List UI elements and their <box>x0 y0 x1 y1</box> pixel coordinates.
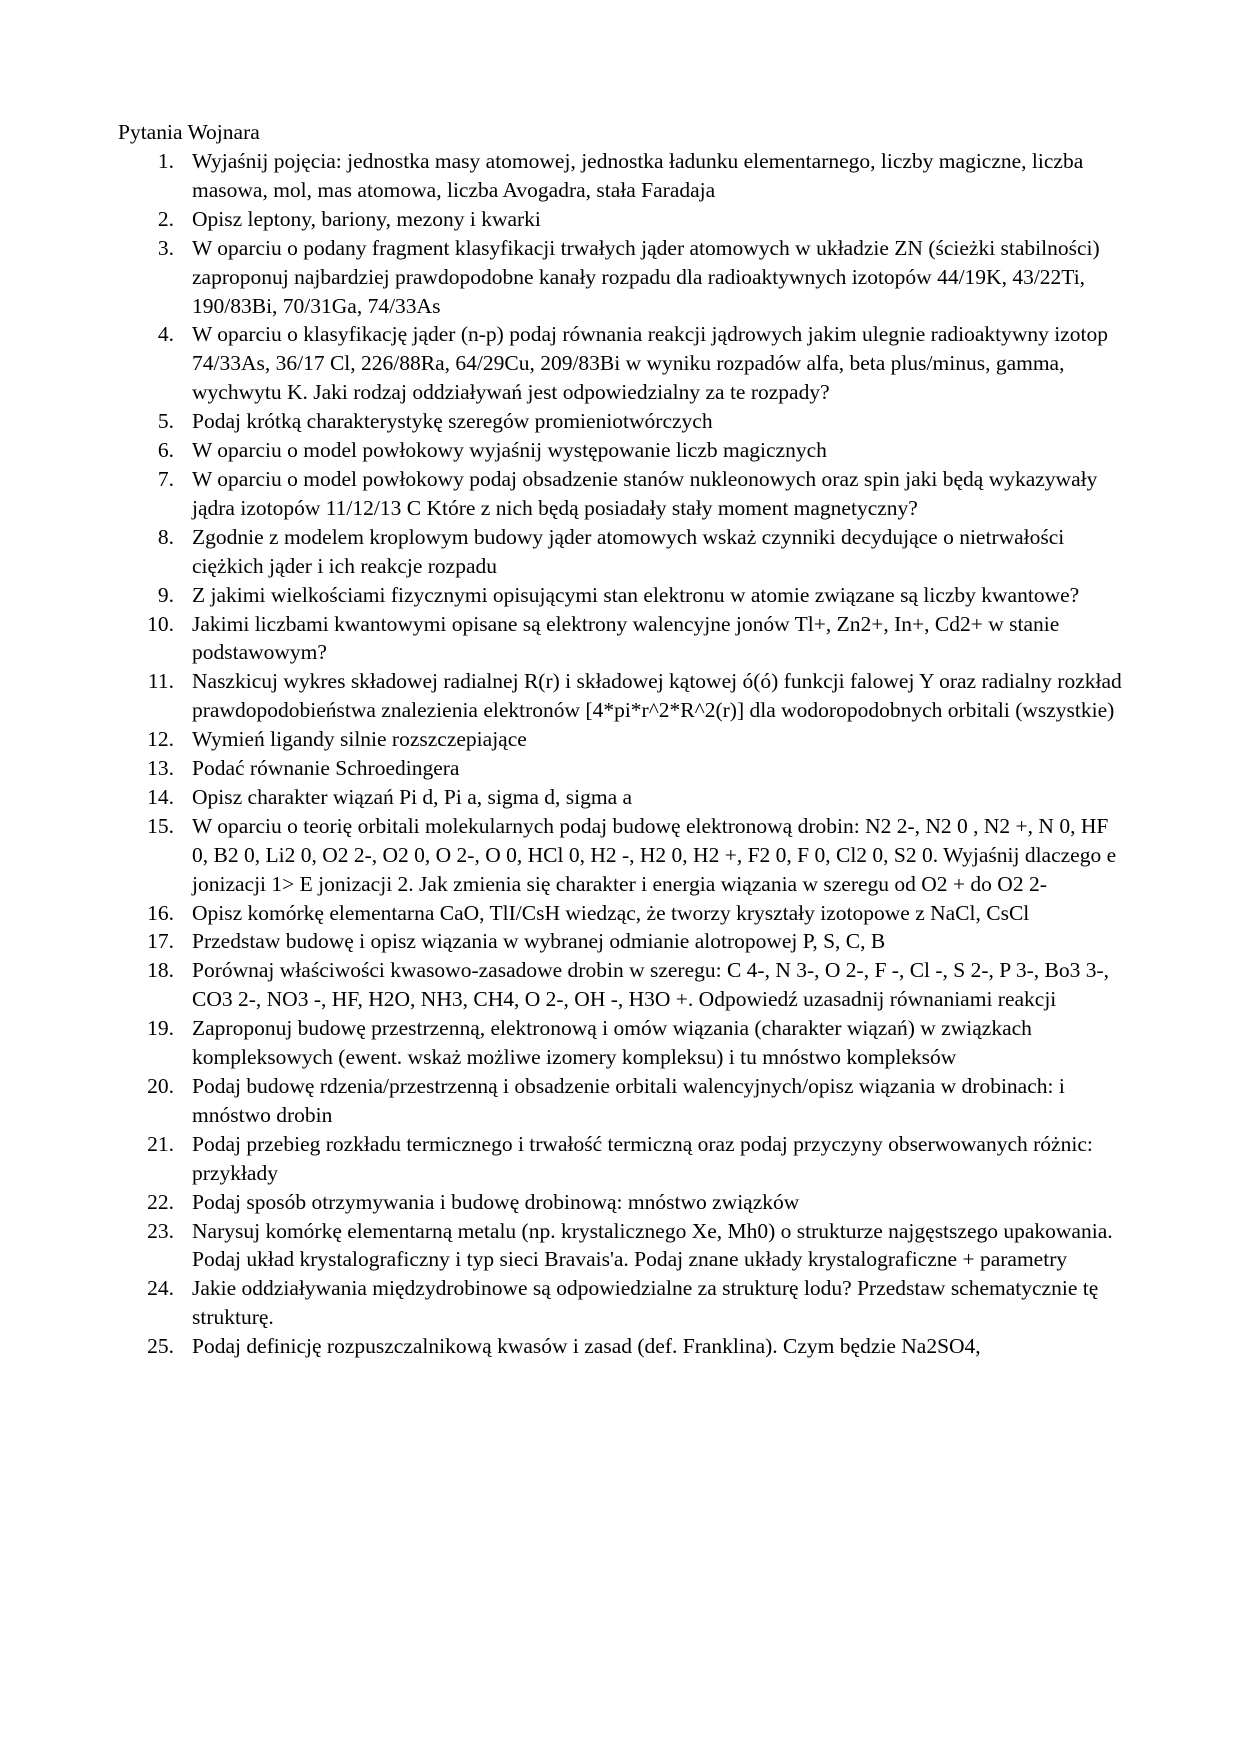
question-text: W oparciu o klasyfikację jąder (n-p) podaj równania reakcji jądrowych jakim ulegnie radioaktywny izotop 74/33As, 36/17 Cl, 226/88Ra, 64/29Cu, 209/83Bi w wyniku rozpadów alfa, beta plus/minus, gamma, wychwytu K. Jaki rodzaj oddziaływań jest odpowiedzialny za te rozpady? <box>192 322 1109 405</box>
question-item <box>0 1332 1126 1361</box>
question-number: 1. <box>157 149 174 173</box>
question-item <box>0 725 1126 754</box>
question-item <box>0 783 1126 812</box>
question-item <box>0 1130 1126 1188</box>
question-text: Wymień ligandy silnie rozszczepiające <box>192 727 527 752</box>
question-item <box>0 610 1126 668</box>
question-number: 4. <box>157 322 174 347</box>
question-item <box>0 320 1126 407</box>
question-item <box>0 465 1126 523</box>
question-text: Zgodnie z modelem kroplowym budowy jąder atomowych wskaż czynniki decydujące o nietrwałości ciężkich jąder i ich reakcje rozpadu <box>192 524 1065 578</box>
question-text: Przedstaw budowę i opisz wiązania w wybranej odmianie alotropowej P, S, C, B <box>192 929 886 954</box>
question-number: 2. <box>157 206 174 231</box>
question-text: Jakie oddziaływania międzydrobinowe są odpowiedzialne za strukturę lodu? Przedstaw schematycznie tę strukturę. <box>192 1276 1099 1330</box>
question-text: Z jakimi wielkościami fizycznymi opisującymi stan elektronu w atomie związane są liczby kwantowe? <box>192 582 1080 607</box>
document-title: Pytania Wojnara <box>118 120 260 144</box>
question-item <box>0 147 1126 205</box>
question-text: Podaj definicję rozpuszczalnikową kwasów i zasad (def. Franklina). Czym będzie Na2SO4, <box>192 1334 981 1359</box>
question-text: W oparciu o teorię orbitali molekularnych podaj budowę elektronową drobin: N2 2-, N2 0 , N2 +, N 0, HF 0, B2 0, Li2 0, O2 2-, O2 0, O 2-, O 0, HCl 0, H2 -, H2 0, H2 +, F2 0, F 0, Cl2 0, S2 0. Wyjaśnij dlaczego e jonizacji 1> E jonizacji 2. Jak zmienia się charakter i energia wiązania w szeregu od O2 + do O2 2- <box>192 813 1117 896</box>
question-number: 12. <box>147 727 174 752</box>
question-text: Wyjaśnij pojęcia: jednostka masy atomowej, jednostka ładunku elementarnego, liczby magiczne, liczba masowa, mol, mas atomowa, liczba Avogadra, stała Faradaja <box>192 149 1084 202</box>
question-item <box>0 436 1126 465</box>
question-text: Narysuj komórkę elementarną metalu (np. krystalicznego Xe, Mh0) o strukturze najgęstszego upakowania. Podaj układ krystalograficzny i typ sieci Bravais'a. Podaj znane układy krystalograficzne + parametry <box>192 1218 1113 1272</box>
question-number: 5. <box>157 409 174 434</box>
question-number: 15. <box>147 813 174 838</box>
question-number: 9. <box>157 582 174 607</box>
question-number: 16. <box>147 900 174 925</box>
question-number: 6. <box>157 438 174 463</box>
question-item <box>0 1014 1126 1072</box>
question-number: 22. <box>147 1189 174 1214</box>
question-number: 13. <box>147 756 174 781</box>
question-number: 7. <box>157 466 174 491</box>
question-item <box>0 1188 1126 1217</box>
question-item <box>0 899 1126 928</box>
question-text: Porównaj właściwości kwasowo-zasadowe drobin w szeregu: C 4-, N 3-, O 2-, F -, Cl -, S 2-, P 3-, Bo3 3-, CO3 2-, NO3 -, HF, H2O, NH3, CH4, O 2-, OH -, H3O +. Odpowiedź uzasadnij równaniami reakcji <box>192 958 1109 1012</box>
question-number: 24. <box>147 1276 174 1301</box>
question-text: Podaj sposób otrzymywania i budowę drobinową: mnóstwo związków <box>192 1189 800 1214</box>
question-item <box>0 581 1126 610</box>
question-item <box>0 812 1126 899</box>
question-item <box>0 956 1126 1014</box>
question-item <box>0 1217 1126 1275</box>
question-item <box>0 407 1126 436</box>
question-text: Podaj przebieg rozkładu termicznego i trwałość termiczną oraz podaj przyczyny obserwowanych różnic: przykłady <box>192 1131 1093 1185</box>
question-item <box>0 205 1126 234</box>
question-number: 17. <box>147 929 174 954</box>
question-text: Opisz charakter wiązań Pi d, Pi a, sigma d, sigma a <box>192 784 633 809</box>
question-text: Podaj budowę rdzenia/przestrzenną i obsadzenie orbitali walencyjnych/opisz wiązania w drobinach: i mnóstwo drobin <box>192 1074 1065 1127</box>
question-text: Jakimi liczbami kwantowymi opisane są elektrony walencyjne jonów Tl+, Zn2+, In+, Cd2+ w stanie podstawowym? <box>192 611 1060 665</box>
question-item <box>0 667 1126 725</box>
question-text: Podaj krótką charakterystykę szeregów promieniotwórczych <box>192 409 713 434</box>
question-text: Naszkicuj wykres składowej radialnej R(r) i składowej kątowej ó(ó) funkcji falowej Y oraz radialny rozkład prawdopodobieństwa znalezienia elektronów [4*pi*r^2*R^2(r)] dla wodoropodobnych orbitali (wszystkie) <box>192 669 1122 723</box>
question-number: 10. <box>147 611 174 636</box>
question-number: 3. <box>157 235 174 260</box>
question-text: Podać równanie Schroedingera <box>192 756 460 781</box>
question-item <box>0 1072 1126 1130</box>
question-number: 8. <box>157 524 174 549</box>
question-number: 18. <box>147 958 174 983</box>
question-number: 21. <box>147 1131 174 1156</box>
question-number: 20. <box>147 1074 174 1098</box>
question-number: 19. <box>147 1016 174 1041</box>
question-list <box>0 147 1240 1361</box>
question-number: 11. <box>147 669 174 694</box>
question-text: W oparciu o model powłokowy podaj obsadzenie stanów nukleonowych oraz spin jaki będą wykazywały jądra izotopów 11/12/13 C Które z nich będą posiadały stały moment magnetyczny? <box>192 466 1098 520</box>
question-number: 14. <box>147 784 174 809</box>
question-text: Opisz komórkę elementarna CaO, TlI/CsH wiedząc, że tworzy kryształy izotopowe z NaCl, CsCl <box>192 900 1030 925</box>
question-item <box>0 754 1126 783</box>
question-number: 23. <box>147 1218 174 1243</box>
question-text: W oparciu o podany fragment klasyfikacji trwałych jąder atomowych w układzie ZN (ścieżki stabilności) zaproponuj najbardziej prawdopodobne kanały rozpadu dla radioaktywnych izotopów 44/19K, 43/22Ti, 190/83Bi, 70/31Ga, 74/33As <box>192 235 1100 318</box>
question-number: 25. <box>147 1334 174 1359</box>
question-text: W oparciu o model powłokowy wyjaśnij występowanie liczb magicznych <box>192 438 827 463</box>
question-text: Opisz leptony, bariony, mezony i kwarki <box>192 206 541 231</box>
question-text: Zaproponuj budowę przestrzenną, elektronową i omów wiązania (charakter wiązań) w związkach kompleksowych (ewent. wskaż możliwe izomery kompleksu) i tu mnóstwo kompleksów <box>192 1016 1032 1070</box>
question-item <box>0 927 1126 956</box>
question-item <box>0 1274 1126 1332</box>
question-item <box>0 523 1126 581</box>
question-item <box>0 234 1126 321</box>
